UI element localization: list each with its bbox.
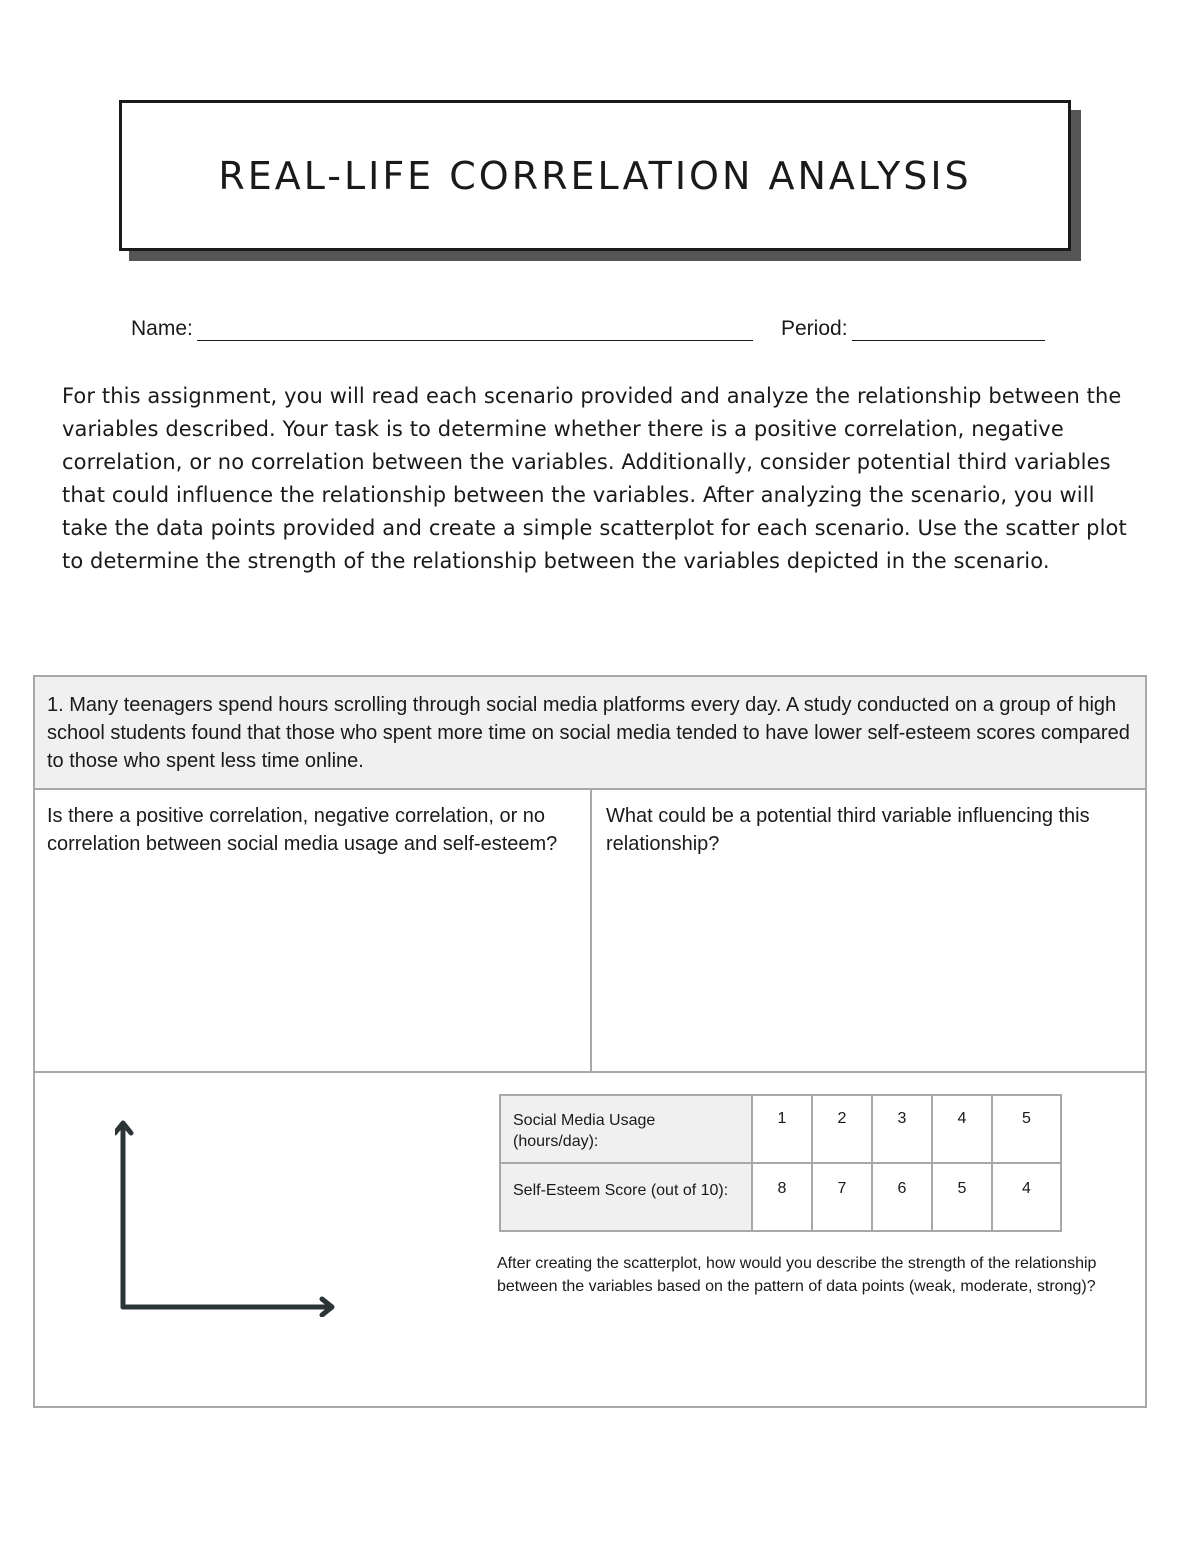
self-esteem-row [500, 1163, 1061, 1231]
period-blank[interactable] [852, 316, 1045, 341]
third-variable-question: What could be a potential third variable influencing this relationship? [606, 805, 1090, 855]
usage-value: 4 [932, 1095, 992, 1163]
worksheet-title: REAL-LIFE CORRELATION ANALYSIS [218, 153, 972, 198]
period-label: Period: [781, 317, 848, 340]
self-esteem-value: 4 [992, 1163, 1061, 1231]
scenario-1-table [33, 675, 1147, 1408]
self-esteem-value: 5 [932, 1163, 992, 1231]
usage-value: 1 [752, 1095, 812, 1163]
title-box [119, 100, 1071, 251]
strength-question: After creating the scatterplot, how would you describe the strength of the relationship between the variables based on the pattern of data points (weak, moderate, strong)? [497, 1255, 1097, 1295]
usage-value: 2 [812, 1095, 872, 1163]
period-field[interactable] [781, 316, 1045, 341]
name-blank[interactable] [197, 316, 753, 341]
usage-label: Social Media Usage (hours/day): [500, 1095, 752, 1163]
instructions-paragraph: For this assignment, you will read each scenario provided and analyze the relationship between the variables described. Your task is to determine whether there is a positive correlation, negative correlation, or no correlation between the variables. Additionally, consider potential third variables that could influence the relationship between the variables. After analyzing the scenario, you will take the data points provided and create a simple scatterplot for each scenario. Use the scatter plot to determine the strength of the relationship between the variables depicted in the scenario. [62, 384, 1127, 573]
usage-row [500, 1095, 1061, 1163]
self-esteem-label: Self-Esteem Score (out of 10): [500, 1163, 752, 1231]
name-field[interactable] [131, 316, 753, 341]
third-variable-question-cell[interactable] [592, 790, 1145, 1073]
name-label: Name: [131, 317, 193, 340]
row-divider [35, 1071, 1145, 1073]
self-esteem-value: 6 [872, 1163, 932, 1231]
usage-value: 3 [872, 1095, 932, 1163]
data-points-table [499, 1094, 1062, 1232]
self-esteem-value: 7 [812, 1163, 872, 1231]
correlation-question: Is there a positive correlation, negative correlation, or no correlation between social media usage and self-esteem? [47, 805, 558, 855]
scenario-text: 1. Many teenagers spend hours scrolling through social media platforms every day. A study conducted on a group of high school students found that those who spent more time on social media tended to have lower self-esteem scores compared to those who spent less time online. [35, 677, 1145, 790]
usage-value: 5 [992, 1095, 1061, 1163]
correlation-question-cell[interactable] [35, 790, 592, 1073]
self-esteem-value: 8 [752, 1163, 812, 1231]
scatterplot-axes[interactable] [115, 1107, 385, 1317]
